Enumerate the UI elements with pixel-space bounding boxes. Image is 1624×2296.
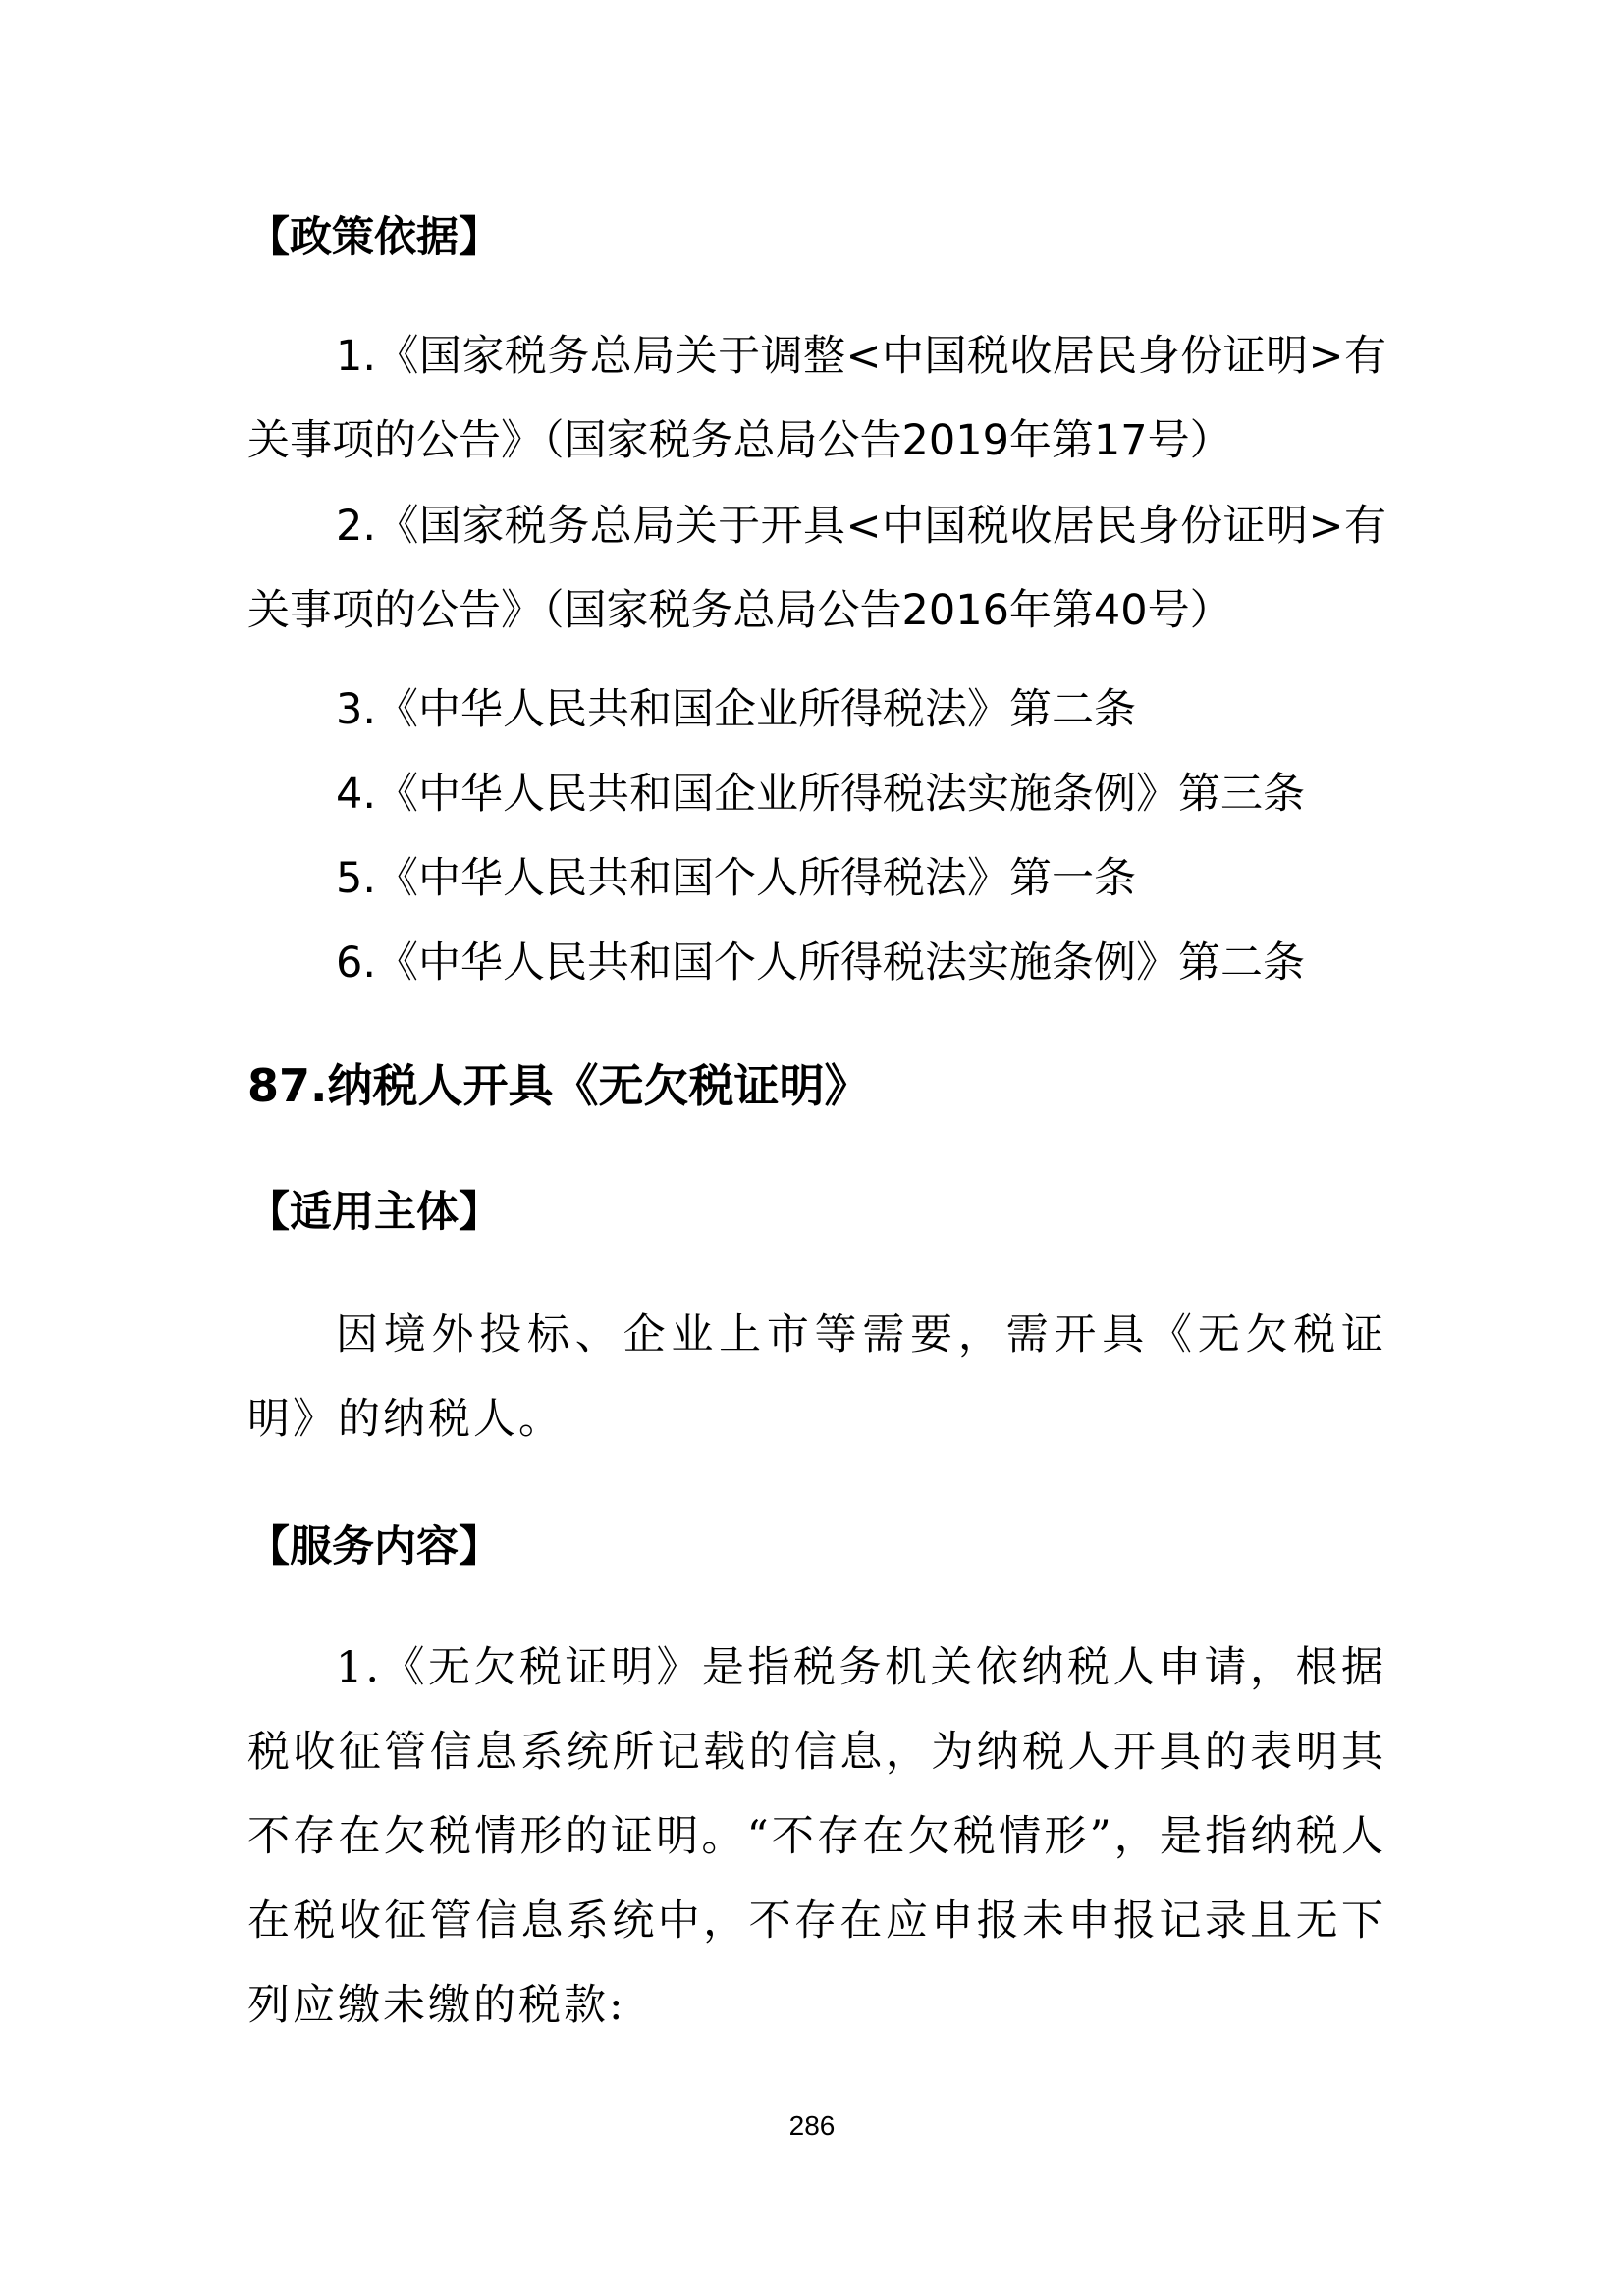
policy-item-5: 5.《中华人民共和国个人所得税法》第一条	[336, 854, 1137, 903]
policy-basis-heading: 【政策依据】	[247, 213, 501, 262]
section-title: 87.纳税人开具《无欠税证明》	[247, 1059, 870, 1112]
policy-item-3: 3.《中华人民共和国企业所得税法》第二条	[336, 685, 1137, 734]
service-content-text: 1.《无欠税证明》是指税务机关依纳税人申请，根据税收征管信息系统所记载的信息，为纳税人开具的表明其不存在欠税情形的证明。“不存在欠税情形”，是指纳税人在税收征管信息系统中，不存在应申报未申报记录且无下列应缴未缴的税款:	[247, 1643, 1386, 2030]
policy-item-1: 1.《国家税务总局关于调整<中国税收居民身份证明>有关事项的公告》（国家税务总局公告2019年第17号）	[247, 332, 1386, 465]
service-content-heading: 【服务内容】	[247, 1522, 501, 1572]
applicable-subject-heading: 【适用主体】	[247, 1188, 501, 1237]
page-number: 286	[788, 2110, 836, 2141]
applicable-subject-text: 因境外投标、企业上市等需要，需开具《无欠税证明》的纳税人。	[247, 1310, 1386, 1444]
policy-item-6: 6.《中华人民共和国个人所得税法实施条例》第二条	[336, 938, 1306, 988]
policy-item-2: 2.《国家税务总局关于开具<中国税收居民身份证明>有关事项的公告》（国家税务总局公告2016年第40号）	[247, 502, 1386, 635]
policy-item-4: 4.《中华人民共和国企业所得税法实施条例》第三条	[336, 770, 1306, 819]
